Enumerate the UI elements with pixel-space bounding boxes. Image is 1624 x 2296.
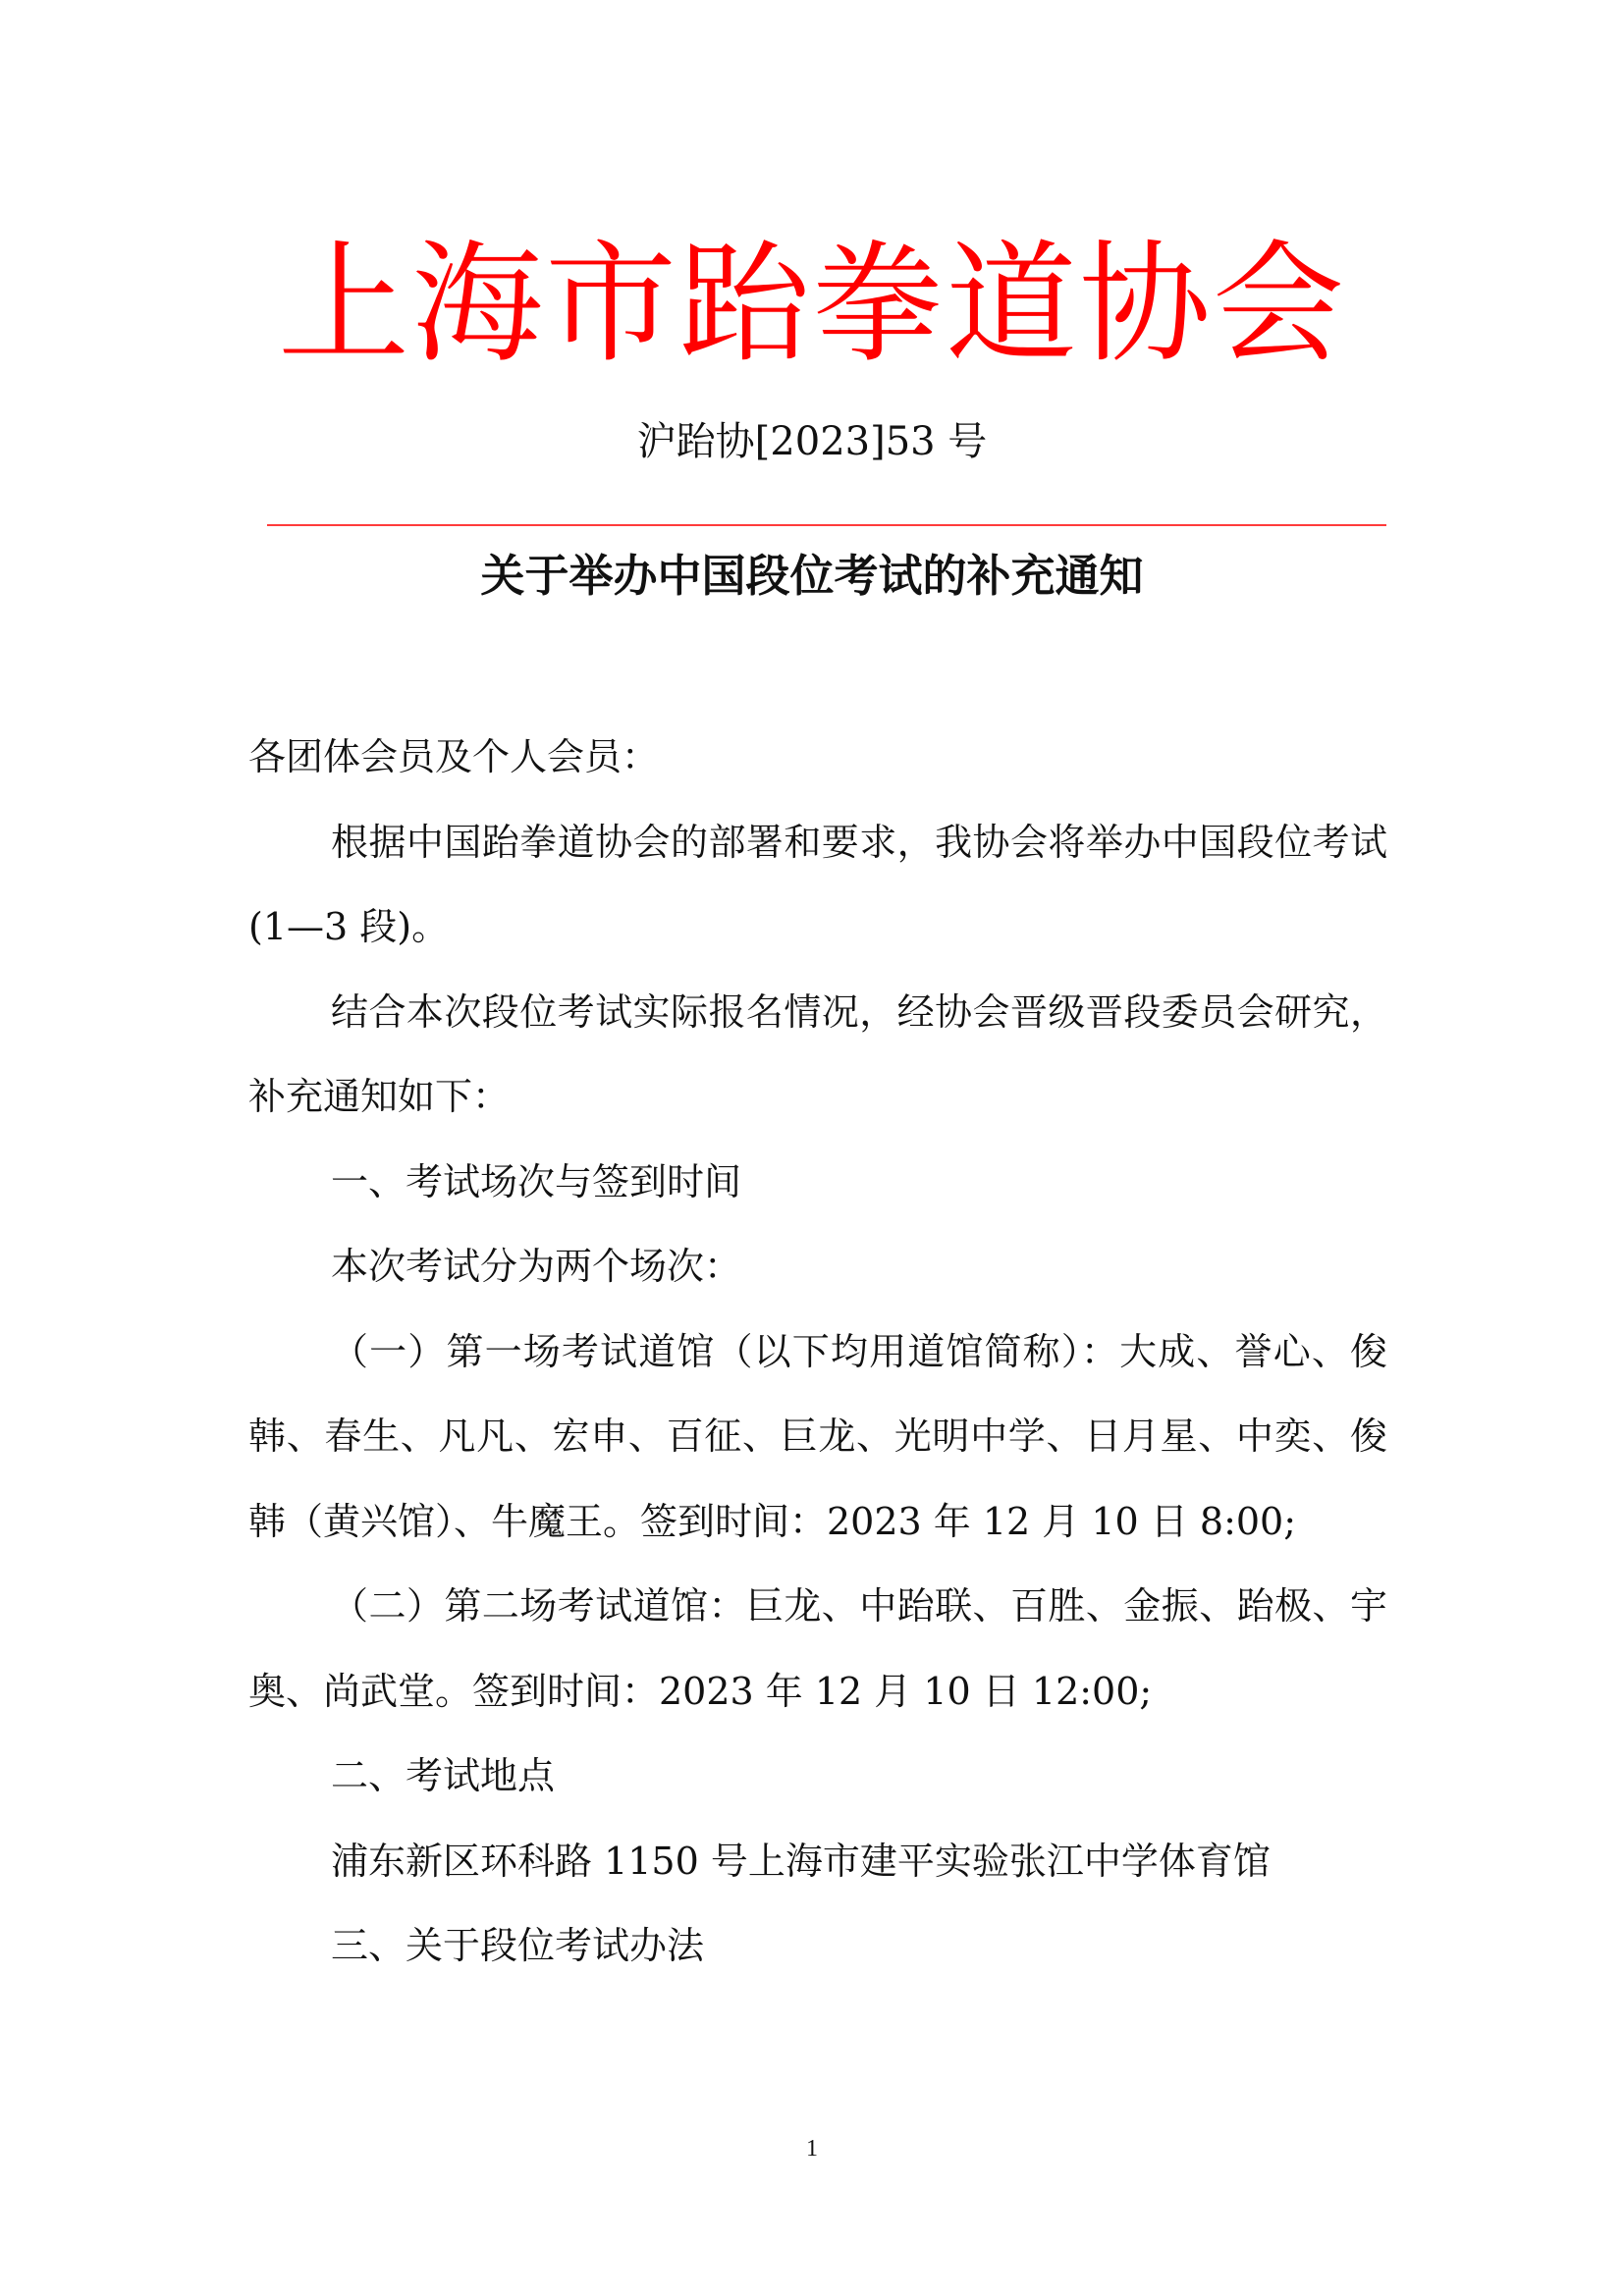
organization-name: 上海市跆拳道协会 bbox=[277, 228, 1346, 381]
session-two-details: （二）第二场考试道馆：巨龙、中跆联、百胜、金振、跆极、宇奥、尚武堂。签到时间：2023 年 12 月 10 日 12:00; bbox=[248, 1584, 1387, 1713]
document-body bbox=[248, 715, 1387, 1989]
section-heading-location: 二、考试地点 bbox=[331, 1754, 556, 1797]
exam-location: 浦东新区环科路 1150 号上海市建平实验张江中学体育馆 bbox=[331, 1839, 1271, 1883]
document-number: 沪跆协[2023]53 号 bbox=[636, 419, 988, 464]
salutation: 各团体会员及个人会员： bbox=[248, 735, 660, 778]
session-one-details: （一）第一场考试道馆（以下均用道馆简称）：大成、誉心、俊韩、春生、凡凡、宏申、百征、巨龙、光明中学、日月星、中奕、俊韩（黄兴馆）、牛魔王。签到时间：2023 年 12 月 10 日 8:00; bbox=[248, 1329, 1387, 1543]
paragraph-supplement: 结合本次段位考试实际报名情况，经协会晋级晋段委员会研究，补充通知如下： bbox=[248, 989, 1387, 1118]
section-heading-sessions: 一、考试场次与签到时间 bbox=[331, 1159, 742, 1203]
header-divider bbox=[267, 524, 1386, 526]
paragraph-deployment: 根据中国跆拳道协会的部署和要求，我协会将举办中国段位考试(1—3 段)。 bbox=[248, 820, 1387, 948]
sessions-intro: 本次考试分为两个场次： bbox=[331, 1245, 742, 1288]
section-heading-method: 三、关于段位考试办法 bbox=[331, 1924, 705, 1967]
document-title: 关于举办中国段位考试的补充通知 bbox=[480, 550, 1144, 602]
page-number: 1 bbox=[806, 2136, 818, 2162]
